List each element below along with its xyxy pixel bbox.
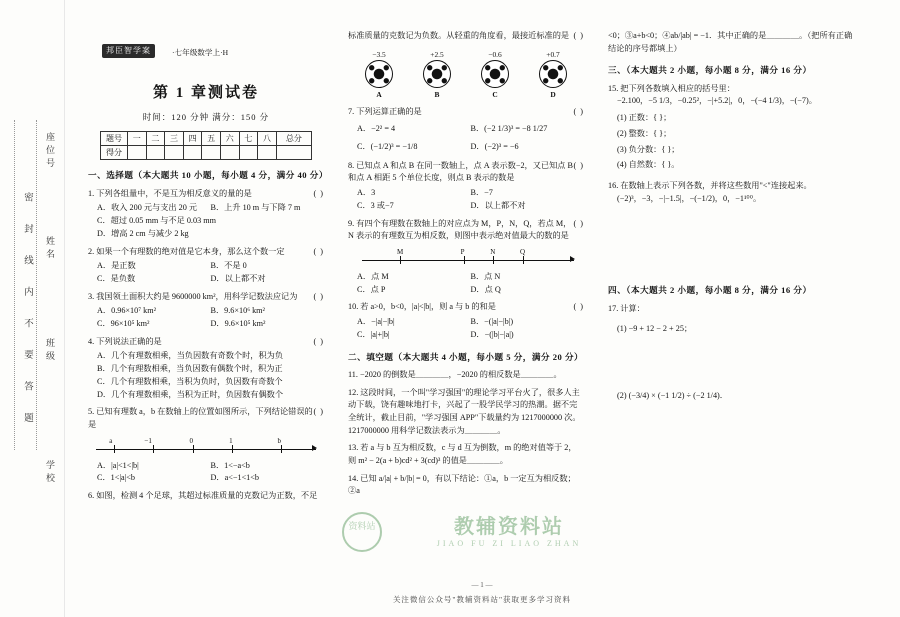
- score-table: [100, 131, 312, 160]
- question-num: 15.: [608, 83, 619, 93]
- page-title: 第 1 章测试卷: [152, 85, 259, 101]
- section-heading-4: 四、（本大题共 2 小题，每小题 8 分，满分 16 分）: [608, 285, 812, 296]
- option[interactable]: D．以上都不对: [210, 273, 266, 283]
- answer-paren: ( ): [313, 336, 324, 346]
- score-cell: 七: [239, 132, 258, 146]
- question-text: 下列运算正确的是: [356, 106, 422, 116]
- question-5: [88, 406, 324, 485]
- question-num: 6.: [88, 491, 95, 501]
- ball-label[interactable]: B: [434, 90, 440, 100]
- question-text: 把下列各数填入相应的括号里：: [620, 83, 735, 93]
- brand-logo: 邦臣智学案: [102, 44, 155, 58]
- number-line-figure-q9: [362, 247, 574, 269]
- option[interactable]: A．−|a|−|b|: [357, 317, 395, 327]
- option[interactable]: C．(−1/2)³ = −1/8: [357, 141, 418, 151]
- option[interactable]: C．点 P: [357, 284, 386, 294]
- option[interactable]: C．1<|a|<b: [97, 473, 135, 483]
- question-1: [88, 188, 324, 241]
- option[interactable]: B．不是 0: [210, 261, 247, 271]
- question-text: 已知 a/|a| + b/|b| = 0，有以下结论：①a，b 一定互为相反数；②a: [348, 473, 576, 496]
- question-3: [88, 291, 324, 331]
- question-text[interactable]: −2020 的倒数是＿＿＿＿，−2020 的相反数是＿＿＿＿。: [359, 369, 562, 379]
- option[interactable]: D．以上都不对: [470, 200, 526, 210]
- ball-item: [470, 48, 520, 101]
- score-cell-blank[interactable]: [128, 146, 147, 160]
- score-cell: 一: [128, 132, 147, 146]
- option[interactable]: A．0.96×10⁷ km²: [97, 306, 157, 316]
- answer-paren: ( ): [573, 31, 584, 40]
- ball-label[interactable]: A: [376, 90, 382, 100]
- option[interactable]: D．点 Q: [470, 284, 501, 294]
- watermark-badge: 资料站: [342, 512, 382, 552]
- option[interactable]: A．−2² = 4: [357, 124, 396, 134]
- question-17: [608, 303, 858, 449]
- option[interactable]: C．超过 0.05 mm 与不足 0.03 mm: [97, 216, 216, 226]
- option[interactable]: A．3: [357, 188, 376, 198]
- score-cell-blank[interactable]: [202, 146, 221, 160]
- column-middle: [348, 30, 584, 498]
- table-row: [101, 146, 312, 160]
- number-line-label: Q: [519, 248, 525, 256]
- score-cell-blank[interactable]: [183, 146, 202, 160]
- option[interactable]: B．(−2 1/3)³ = −8 1/27: [470, 124, 548, 134]
- soccer-ball-figure: [354, 48, 578, 101]
- answer-paren: ( ): [573, 218, 584, 228]
- question-text[interactable]: 这段时间，一个叫"学习强国"的理论学习平台火了，很多人主动下载，饶有趣味地打卡，兴起了一股学民学习的热潮。据不完全统计，截止目前，"学习强国 APP"下载量约为 1217000000 次。1217000000 用科学记数法表示为＿＿＿＿。: [348, 387, 581, 435]
- binding-strip: [0, 0, 65, 617]
- exam-subtitle: 时间：120 分钟 满分：150 分: [142, 112, 270, 123]
- question-15-expression: −2.100，−5 1/3，−0.25²，−|+5.2|，0，−(−4 1/3)，−(−7)。: [617, 96, 817, 106]
- question-14-continued[interactable]: [608, 30, 858, 55]
- question-text: 如图，检测 4 个足球，其超过标准质量的克数记为正数，不足: [96, 491, 318, 501]
- option[interactable]: A．收入 200 元与支出 20 元: [97, 203, 198, 213]
- paper-content: [64, 0, 900, 617]
- answer-paren: ( ): [573, 106, 584, 116]
- ball-item: [354, 48, 404, 101]
- question-9: [348, 218, 584, 297]
- answer-space-17-1[interactable]: [608, 336, 858, 382]
- column-left: [88, 30, 328, 503]
- watermark-main: 教辅资料站: [454, 516, 564, 538]
- question-text: 在数轴上表示下列各数，并将这些数用"<"连接起来。: [620, 180, 812, 190]
- number-line-arrow-icon: [312, 445, 317, 451]
- answer-paren: ( ): [313, 407, 324, 417]
- column-right: [608, 30, 858, 449]
- table-row: [101, 132, 312, 146]
- question-text: 已知点 A 和点 B 在同一数轴上，点 A 表示数−2，又已知点 B 和点 A 相距 5 个单位长度，则点 B 表示的数是: [348, 160, 574, 183]
- soccer-ball-icon: [539, 60, 567, 88]
- answer-set-3[interactable]: (3) 负分数：{ }；: [617, 144, 680, 154]
- question-num: 16.: [608, 180, 619, 190]
- score-cell-blank[interactable]: [165, 146, 184, 160]
- question-num: 8.: [348, 160, 355, 170]
- option[interactable]: B．1<−a<b: [210, 460, 250, 470]
- score-cell: 总分: [276, 132, 311, 146]
- question-num: 2.: [88, 246, 95, 256]
- section-heading-1: 一、选择题（本大题共 10 小题，每小题 4 分，满分 40 分）: [88, 170, 328, 181]
- question-num: 12.: [348, 387, 359, 397]
- number-line-label: −1: [144, 436, 152, 445]
- option[interactable]: D．−(|b|−|a|): [470, 329, 514, 339]
- option[interactable]: A．几个有理数相乘，当负因数有奇数个时，积为负: [97, 351, 284, 361]
- question-num: 4.: [88, 336, 95, 346]
- ball-value: −0.6: [488, 49, 502, 59]
- option[interactable]: D．增高 2 cm 与减少 2 kg: [97, 228, 189, 238]
- answer-set-4[interactable]: (4) 自然数：{ }。: [617, 160, 680, 170]
- seal-line-text: 密 封 线 内 不 要 答 题: [22, 192, 32, 428]
- score-cell: 四: [183, 132, 202, 146]
- soccer-ball-icon: [365, 60, 393, 88]
- question-17-head: 17. 计算：: [608, 303, 645, 313]
- question-text: 标准质量的克数记为负数。从轻重的角度看，最接近标准的是: [348, 31, 570, 40]
- option[interactable]: B．−(|a|−|b|): [470, 317, 514, 327]
- score-cell: 题号: [101, 132, 128, 146]
- question-text: 下列各组量中，不是互为相反意义的量的是: [96, 188, 252, 198]
- seal-dotted-line: [14, 120, 15, 450]
- score-cell: 三: [165, 132, 184, 146]
- page-number: — 1 —: [471, 581, 493, 589]
- option[interactable]: B．几个有理数相乘，当负因数有偶数个时，积为正: [97, 364, 283, 374]
- question-11: [348, 369, 584, 382]
- ball-item: [528, 48, 578, 101]
- score-cell-blank[interactable]: [258, 146, 277, 160]
- question-num: 1.: [88, 188, 95, 198]
- option[interactable]: A．点 M: [357, 272, 389, 281]
- option[interactable]: C．3 或−7: [357, 200, 394, 210]
- option[interactable]: D．几个有理数相乘，当积为正时，负因数有偶数个: [97, 389, 284, 399]
- question-text: <0；③a+b<0；④ab/|ab| = −1．其中正确的是＿＿＿＿。（把所有正确结论的序号都填上）: [608, 31, 853, 53]
- ball-label[interactable]: C: [492, 90, 498, 100]
- option[interactable]: D．9.6×10⁵ km²: [210, 319, 266, 329]
- number-line-label: b: [277, 436, 281, 445]
- answer-paren: ( ): [313, 246, 324, 256]
- option[interactable]: B．点 N: [470, 272, 501, 281]
- ball-value: −3.5: [372, 49, 386, 59]
- question-text[interactable]: 若 a 与 b 互为相反数，c 与 d 互为倒数，m 的绝对值等于 2，则 m² − 2(a + b)cd² + 3(cd)³ 的值是＿＿＿＿。: [348, 443, 577, 466]
- answer-paren: ( ): [573, 302, 584, 312]
- option[interactable]: B．9.6×10⁶ km²: [210, 306, 266, 316]
- score-cell-blank[interactable]: [220, 146, 239, 160]
- option[interactable]: C．是负数: [97, 273, 136, 283]
- number-line-label: 1: [229, 436, 233, 445]
- number-line-axis: [362, 260, 574, 261]
- question-16-expression: (−2)³，−3，−|−1.5|，−(−1/2)，0，−1¹⁰⁰。: [617, 193, 762, 203]
- ball-value: +0.7: [546, 49, 560, 59]
- question-text: 若 a>0，b<0，|a|<|b|，则 a 与 b 的和是: [360, 302, 496, 312]
- question-14-start: [348, 473, 584, 498]
- question-num: 10.: [348, 302, 359, 312]
- brand-suffix: ·七年级数学上·H: [172, 48, 229, 57]
- answer-space-17-2[interactable]: [608, 403, 858, 449]
- number-line-label: a: [109, 436, 113, 445]
- ball-item: [412, 48, 462, 101]
- question-text: 如果一个有理数的绝对值是它本身，那么这个数一定: [96, 246, 285, 256]
- score-cell-blank[interactable]: [146, 146, 165, 160]
- answer-set-1[interactable]: (1) 正数：{ }；: [617, 113, 672, 123]
- binding-label-school: 学校: [45, 460, 55, 486]
- option[interactable]: D．a<−1<1<b: [210, 473, 259, 483]
- section-heading-2: 二、填空题（本大题共 4 小题，每小题 5 分，满分 20 分）: [348, 351, 584, 362]
- question-num: 11.: [348, 369, 358, 379]
- question-6-continued: [348, 30, 584, 43]
- answer-paren: ( ): [573, 160, 584, 170]
- answer-set-2[interactable]: (2) 整数：{ }；: [617, 128, 672, 138]
- question-text: 已知有理数 a，b 在数轴上的位置如图所示，下列结论错误的是: [88, 407, 313, 429]
- score-cell-blank[interactable]: [276, 146, 311, 160]
- option[interactable]: D．(−2)³ = −6: [470, 141, 519, 151]
- question-num: 14.: [348, 473, 359, 483]
- option[interactable]: A．是正数: [97, 261, 136, 271]
- binding-label-seat: 座位号: [45, 132, 55, 171]
- question-7: [348, 106, 584, 155]
- number-line-arrow-icon: [570, 256, 575, 262]
- option[interactable]: C．|a|+|b|: [357, 329, 390, 339]
- footer-note: 关注微信公众号"教辅资料站"获取更多学习资料: [392, 595, 572, 604]
- question-num: 3.: [88, 291, 95, 301]
- question-num: 5.: [88, 407, 95, 417]
- ball-label[interactable]: D: [550, 90, 556, 100]
- watermark: [348, 510, 624, 568]
- question-17-item-1: (1) −9 + 12 − 2 + 25；: [617, 324, 693, 334]
- binding-label-class: 班级: [45, 338, 55, 364]
- question-num: 9.: [348, 218, 355, 228]
- question-4: [88, 336, 324, 402]
- question-num: 7.: [348, 106, 355, 116]
- option[interactable]: C．几个有理数相乘，当积为负时，负因数有奇数个: [97, 376, 283, 386]
- question-2: [88, 246, 324, 286]
- question-13: [348, 442, 584, 467]
- score-cell: 六: [220, 132, 239, 146]
- ball-value: +2.5: [430, 49, 444, 59]
- answer-paren: ( ): [313, 291, 324, 301]
- option[interactable]: B．−7: [470, 188, 493, 198]
- answer-space-16[interactable]: [608, 205, 858, 275]
- score-cell: 八: [258, 132, 277, 146]
- option[interactable]: A．|a|<1<|b|: [97, 460, 139, 470]
- question-12: [348, 387, 584, 438]
- number-line-label: M: [396, 248, 404, 256]
- question-text: 我国领土面积大约是 9600000 km²，用科学记数法应记为: [96, 291, 298, 301]
- question-text: 有四个有理数在数轴上的对应点为 M，P，N，Q，若点 M，N 表示的有理数互为相反数，则图中表示绝对值最大的数的是: [348, 218, 572, 241]
- question-num: 13.: [348, 443, 359, 453]
- soccer-ball-icon: [423, 60, 451, 88]
- soccer-ball-icon: [481, 60, 509, 88]
- watermark-sub: JIAO FU ZI LIAO ZHAN: [436, 539, 582, 548]
- question-17-item-2: (2) (−3/4) × (−1 1/2) ÷ (−2 1/4)．: [617, 391, 728, 401]
- number-line-axis: [96, 449, 316, 450]
- number-line-label: P: [460, 248, 465, 256]
- question-10: [348, 301, 584, 341]
- seal-dotted-line-2: [36, 120, 37, 450]
- score-cell-blank[interactable]: [239, 146, 258, 160]
- number-line-figure-q5: [96, 436, 316, 458]
- question-16: [608, 180, 858, 275]
- question-8: [348, 160, 584, 213]
- number-line-label: 0: [189, 436, 193, 445]
- answer-paren: ( ): [313, 188, 324, 198]
- score-cell: 五: [202, 132, 221, 146]
- option[interactable]: B．上升 10 m 与下降 7 m: [210, 203, 301, 213]
- question-15: [608, 83, 858, 172]
- section-heading-3: 三、（本大题共 2 小题，每小题 8 分，满分 16 分）: [608, 65, 812, 76]
- option[interactable]: C．96×10⁵ km²: [97, 319, 150, 329]
- question-text: 下列说法正确的是: [96, 336, 162, 346]
- number-line-label: N: [490, 248, 496, 256]
- score-cell: 二: [146, 132, 165, 146]
- score-cell: 得分: [101, 146, 128, 160]
- binding-label-name: 姓名: [45, 236, 55, 262]
- question-6-start: [88, 490, 324, 503]
